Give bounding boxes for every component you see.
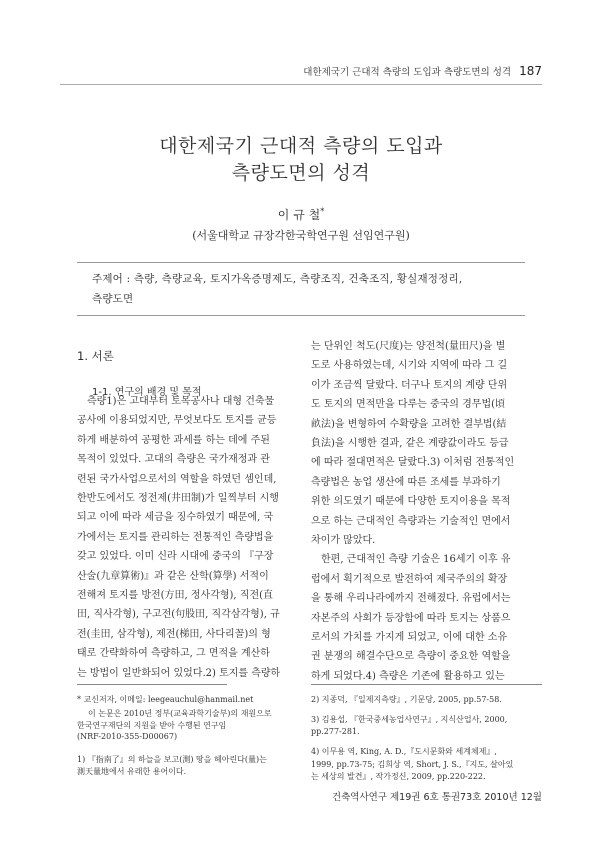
footnote-right-line-1: 2) 지종덕, 『일제지측량』, 기문당, 2005, pp.57-58. <box>311 695 502 704</box>
footnote-left-line-1: * 교신저자, 이메일: leegeauchul@hanmail.net <box>77 695 254 704</box>
running-head <box>232 64 542 78</box>
page-number: 187 <box>519 64 542 78</box>
body-line-right-13: 럽에서 획기적으로 발전하여 제국주의의 확장 <box>311 573 508 585</box>
body-line-left-2: 공사에 이용되었지만, 무엇보다도 토지를 균등 <box>77 415 277 427</box>
footnote-right-line-3: pp.277-281. <box>311 727 360 736</box>
body-line-left-15: 는 방법이 일반화되어 있었다.2) 토지를 측량하 <box>77 667 281 679</box>
body-line-right-14: 을 통해 우리나라에까지 전해졌다. 유럽에서는 <box>311 593 511 605</box>
footnote-right-line-4: 4) 이무용 역, King, A. D.,『도시문화와 세계체제』, <box>311 747 497 756</box>
body-line-left-14: 태로 간략화하여 측량하고, 그 면적을 계산하 <box>77 648 270 660</box>
paper-title-line-1: 대한제국기 근대적 측량의 도입과 <box>159 135 443 157</box>
footnote-left-line-2: 이 논문은 2010년 정부(교육과학기술부)의 재원으로 <box>88 709 272 718</box>
footnote-rule-left <box>77 684 227 685</box>
footnote-left-line-4: (NRF-2010-355-D00067) <box>77 732 178 741</box>
body-line-right-9: 위한 의도였기 때문에 다양한 토지이용을 목적 <box>311 496 511 508</box>
footnote-left-line-6: 測天量地에서 유래한 용어이다. <box>77 767 187 776</box>
body-line-left-6: 한반도에서도 정전제(井田制)가 일찍부터 시행 <box>77 493 279 504</box>
author-name: 이 규 철 <box>277 208 321 222</box>
body-line-right-6: 負法)을 시행한 결과, 같은 계량값이라도 등급 <box>311 438 509 449</box>
author-affiliation: (서울대학교 규장각한국학연구원 선임연구원) <box>192 229 410 242</box>
body-line-right-4: 도 토지의 면적만을 다루는 중국의 경무법(頃 <box>311 399 506 411</box>
body-line-left-10: 산술(九章算術)』과 같은 산학(算學) 서적이 <box>77 570 269 582</box>
body-line-left-7: 되고 이에 따라 세금을 징수하였기 때문에, 국 <box>77 512 274 524</box>
footnote-right-line-5: 1999, pp.73-75; 김희상 역, Short, J. S.,『지도, 살아있 <box>311 760 514 769</box>
footnote-left-line-5: 1) 『指南了』의 하늘을 보고(測) 땅을 헤아린다(量)는 <box>77 755 267 764</box>
section-heading: 1. 서론 <box>77 349 114 363</box>
running-head-title: 대한제국기 근대적 측량의 도입과 측량도면의 성격 <box>303 67 512 78</box>
body-line-left-9: 갖고 있었다. 이미 신라 시대에 중국의 『구장 <box>77 551 274 563</box>
body-line-right-16: 로서의 가치를 가지게 되었고, 이에 대한 소유 <box>311 632 508 643</box>
body-line-right-15: 자본주의 사회가 등장함에 따라 토지는 상품으 <box>311 612 511 624</box>
author-mark: * <box>320 207 325 216</box>
footnote-right-line-6: 는 세상의 발견』, 작가정신, 2009, pp.220-222. <box>311 772 486 781</box>
body-line-right-18: 하게 되었다.4) 측량은 기존에 활용하고 있는 <box>311 670 505 682</box>
footnote-rule-right <box>311 684 542 685</box>
paper-title-line-2: 측량도면의 성격 <box>231 162 371 184</box>
body-line-right-2: 도로 사용하였는데, 시기와 지역에 따라 그 길 <box>311 360 508 372</box>
body-line-right-11: 차이가 많았다. <box>311 535 376 546</box>
body-line-left-8: 가에서는 토지를 관리하는 전통적인 측량법을 <box>77 531 274 543</box>
body-line-right-8: 측량법은 농업 생산에 따른 조세를 부과하기 <box>311 476 501 488</box>
body-line-left-4: 목적이 있었다. 고대의 측량은 국가재정과 관 <box>77 454 270 466</box>
body-line-left-11: 전해져 토지를 방전(方田, 정사각형), 직전(直 <box>77 590 274 601</box>
footnote-left-line-3: 한국연구재단의 지원을 받아 수행된 연구임 <box>77 721 227 730</box>
journal-footer: 건축역사연구 제19권 6호 통권73호 2010년 12월 <box>331 792 542 803</box>
body-line-right-1: 는 단위인 척도(尺度)는 양전척(量田尺)을 별 <box>311 341 506 352</box>
body-line-left-12: 田, 직사각형), 구고전(句股田, 직각삼각형), 규 <box>77 609 280 621</box>
keywords-line-2: 측량도면 <box>92 293 134 305</box>
subsection-heading: 1-1. 연구의 배경 및 목적 <box>92 387 202 398</box>
body-line-left-1: 측량1)은 고대부터 토목공사나 대형 건축물 <box>87 396 275 407</box>
header-rule <box>60 84 542 85</box>
body-line-left-3: 하게 배분하여 공평한 과세를 하는 데에 주된 <box>77 434 270 446</box>
keywords-line-1: 주제어 : 측량, 측량교육, 토지가옥증명제도, 측량조직, 건축조직, 황실재정정리, <box>92 273 463 285</box>
body-line-right-10: 으로 하는 근대적인 측량과는 기술적인 면에서 <box>311 515 511 527</box>
body-line-left-13: 전(圭田, 삼각형), 제전(梯田, 사다리꼴)의 형 <box>77 628 271 640</box>
body-line-right-5: 畝法)을 변형하여 수확량을 고려한 결부법(結 <box>311 418 507 430</box>
body-line-left-5: 련된 국가사업으로서의 역할을 하였던 셈인데, <box>77 473 277 485</box>
body-line-right-7: 에 따라 절대면적은 달랐다.3) 이처럼 전통적인 <box>311 457 515 469</box>
body-line-right-12: 한편, 근대적인 측량 기술은 16세기 이후 유 <box>321 554 511 566</box>
author <box>60 206 542 223</box>
body-line-right-3: 이가 조금씩 달랐다. 더구나 토지의 계량 단위 <box>311 379 508 391</box>
footnote-right-line-2: 3) 김용섭, 『한국중세농업사연구』, 지식산업사, 2000, <box>311 715 508 724</box>
body-line-right-17: 권 분쟁의 해결수단으로 측량이 중요한 역할을 <box>311 651 511 663</box>
